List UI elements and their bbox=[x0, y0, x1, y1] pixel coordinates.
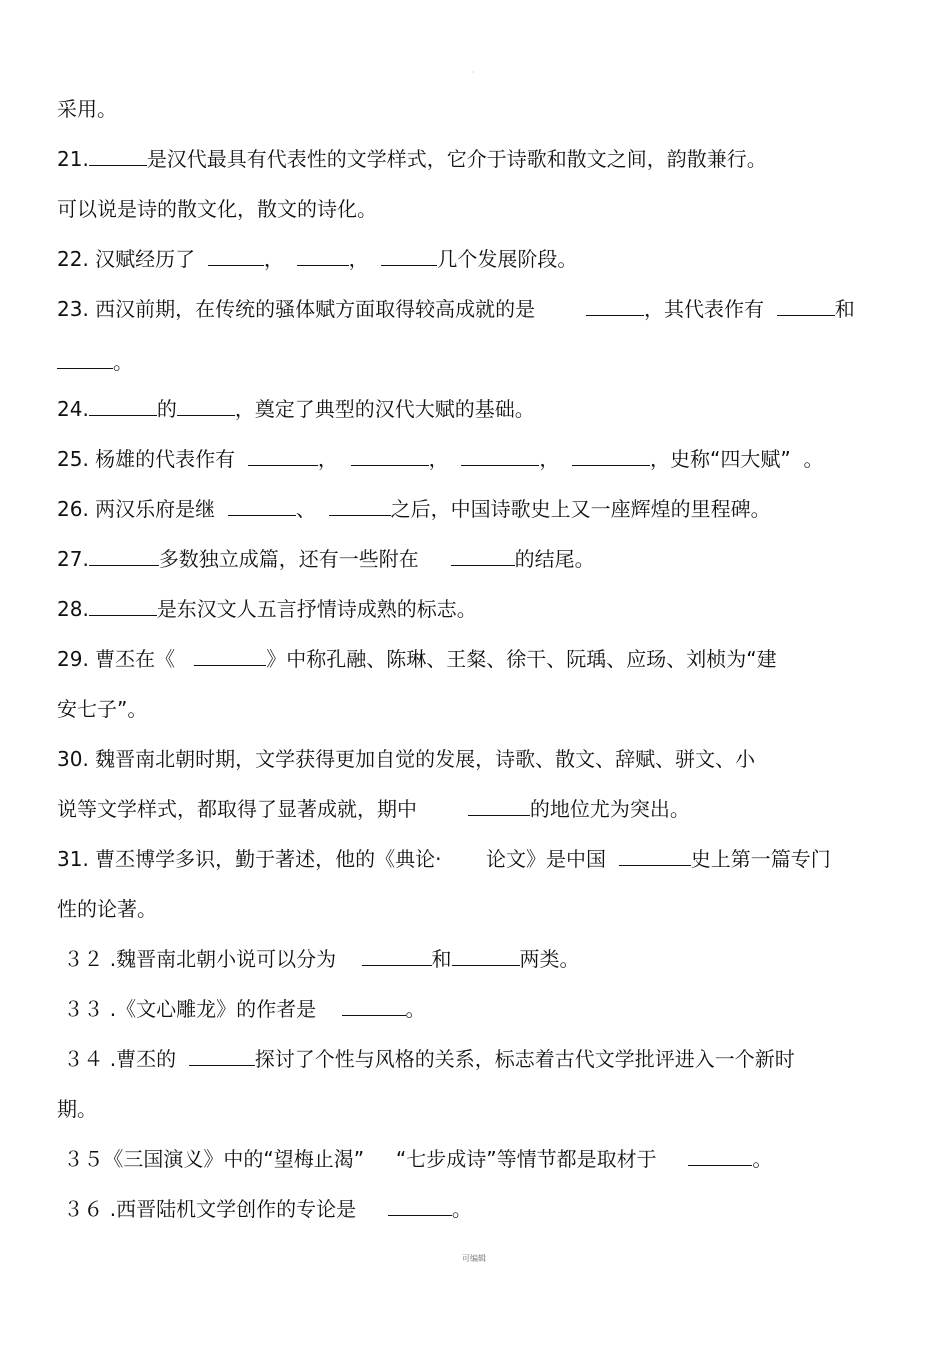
line-text: 》中称孔融、陈琳、王粲、徐干、阮瑀、应玚、刘桢为“建 bbox=[266, 647, 777, 671]
text-line bbox=[57, 745, 755, 773]
line-text: ， bbox=[539, 447, 573, 471]
line-text: 21. bbox=[57, 147, 89, 171]
text-line bbox=[57, 495, 771, 523]
fill-in-blank[interactable] bbox=[89, 395, 157, 416]
fill-in-blank[interactable] bbox=[451, 545, 515, 566]
fill-in-blank[interactable] bbox=[688, 1145, 752, 1166]
line-text: ， bbox=[348, 247, 382, 271]
text-line bbox=[57, 895, 157, 923]
line-text: 30. 魏晋南北朝时期，文学获得更加自觉的发展，诗歌、散文、辞赋、骈文、小 bbox=[57, 747, 756, 771]
line-text: 之后，中国诗歌史上又一座辉煌的里程碑。 bbox=[390, 497, 771, 521]
line-text: ３６ .西晋陆机文学创作的专论是 bbox=[57, 1197, 388, 1221]
fill-in-blank[interactable] bbox=[468, 795, 530, 816]
fill-in-blank[interactable] bbox=[189, 1045, 255, 1066]
line-text: 27. bbox=[57, 547, 89, 571]
line-text: 。 bbox=[113, 350, 133, 374]
line-text: 23. 西汉前期，在传统的骚体赋方面取得较高成就的是 bbox=[57, 297, 587, 321]
fill-in-blank[interactable] bbox=[586, 295, 644, 316]
text-line bbox=[57, 595, 477, 623]
fill-in-blank[interactable] bbox=[381, 245, 437, 266]
fill-in-blank[interactable] bbox=[57, 348, 113, 369]
line-text: 22. 汉赋经历了 bbox=[57, 247, 208, 271]
fill-in-blank[interactable] bbox=[194, 645, 266, 666]
text-line bbox=[57, 348, 133, 376]
fill-in-blank[interactable] bbox=[461, 445, 539, 466]
fill-in-blank[interactable] bbox=[297, 245, 349, 266]
text-line bbox=[57, 1145, 772, 1173]
line-text: 的结尾。 bbox=[514, 547, 595, 571]
line-text: 安七子”。 bbox=[57, 697, 148, 721]
line-text: 几个发展阶段。 bbox=[437, 247, 578, 271]
line-text: 25. 杨雄的代表作有 bbox=[57, 447, 248, 471]
line-text: ３３ .《文心雕龙》的作者是 bbox=[57, 997, 342, 1021]
line-text: ， bbox=[428, 447, 462, 471]
line-text: ，其代表作有 bbox=[644, 297, 777, 321]
line-text: 性的论著。 bbox=[57, 897, 157, 921]
fill-in-blank[interactable] bbox=[351, 445, 429, 466]
text-line bbox=[57, 445, 823, 473]
line-text: 的 bbox=[156, 397, 177, 421]
fill-in-blank[interactable] bbox=[228, 495, 296, 516]
text-line bbox=[57, 295, 855, 323]
line-text: 说等文学样式，都取得了显著成就，期中 bbox=[57, 797, 468, 821]
line-text: 。 bbox=[405, 997, 426, 1021]
line-text: ， bbox=[317, 447, 351, 471]
line-text: ， bbox=[263, 247, 297, 271]
text-line bbox=[57, 545, 595, 573]
text-line bbox=[57, 845, 831, 873]
line-text: ，史称“四大赋” 。 bbox=[650, 447, 824, 471]
fill-in-blank[interactable] bbox=[619, 845, 691, 866]
fill-in-blank[interactable] bbox=[388, 1195, 452, 1216]
footer-text: 可编辑 bbox=[462, 1254, 486, 1263]
line-text: 期。 bbox=[57, 1097, 97, 1121]
text-line bbox=[57, 1045, 795, 1073]
text-line bbox=[57, 1195, 472, 1223]
text-line bbox=[57, 1095, 97, 1123]
line-text: 多数独立成篇，还有一些附在 bbox=[158, 547, 451, 571]
fill-in-blank[interactable] bbox=[89, 145, 147, 166]
line-text: 、 bbox=[295, 497, 329, 521]
line-text: 采用。 bbox=[57, 97, 117, 121]
line-text: 是东汉文人五言抒情诗成熟的标志。 bbox=[156, 597, 477, 621]
line-text: ３５《三国演义》中的“望梅止渴” “七步成诗”等情节都是取材于 bbox=[57, 1147, 689, 1171]
line-text: 史上第一篇专门 bbox=[690, 847, 831, 871]
fill-in-blank[interactable] bbox=[362, 945, 432, 966]
text-line bbox=[57, 795, 690, 823]
line-text: 是汉代最具有代表性的文学样式，它介于诗歌和散文之间，韵散兼行。 bbox=[146, 147, 767, 171]
text-line bbox=[57, 995, 426, 1023]
line-text: 可以说是诗的散文化，散文的诗化。 bbox=[57, 197, 377, 221]
line-text: 31. 曹丕博学多识，勤于著述，他的《典论· 论文》是中国 bbox=[57, 847, 619, 871]
text-line bbox=[57, 245, 577, 273]
fill-in-blank[interactable] bbox=[777, 295, 835, 316]
line-text: 29. 曹丕在《 bbox=[57, 647, 195, 671]
text-line bbox=[57, 945, 580, 973]
line-text: 和 bbox=[834, 297, 855, 321]
fill-in-blank[interactable] bbox=[452, 945, 520, 966]
line-text: ，奠定了典型的汉代大赋的基础。 bbox=[234, 397, 535, 421]
fill-in-blank[interactable] bbox=[89, 545, 159, 566]
fill-in-blank[interactable] bbox=[342, 995, 406, 1016]
line-text: 两类。 bbox=[519, 947, 580, 971]
line-text: 28. bbox=[57, 597, 89, 621]
line-text: 的地位尤为突出。 bbox=[529, 797, 690, 821]
text-line bbox=[57, 145, 767, 173]
text-line bbox=[57, 695, 147, 723]
line-text: 探讨了个性与风格的关系，标志着古代文学批评进入一个新时 bbox=[254, 1047, 795, 1071]
text-line bbox=[57, 395, 535, 423]
fill-in-blank[interactable] bbox=[248, 445, 318, 466]
line-text: ３４ .曹丕的 bbox=[57, 1047, 189, 1071]
text-line bbox=[57, 645, 777, 673]
fill-in-blank[interactable] bbox=[572, 445, 650, 466]
fill-in-blank[interactable] bbox=[208, 245, 264, 266]
fill-in-blank[interactable] bbox=[89, 595, 157, 616]
line-text: ３２ .魏晋南北朝小说可以分为 bbox=[57, 947, 362, 971]
header-mark: · bbox=[472, 68, 475, 77]
line-text: 。 bbox=[752, 1147, 773, 1171]
text-line bbox=[57, 195, 377, 223]
text-line bbox=[57, 95, 117, 123]
line-text: 26. 两汉乐府是继 bbox=[57, 497, 228, 521]
line-text: 。 bbox=[451, 1197, 472, 1221]
fill-in-blank[interactable] bbox=[329, 495, 391, 516]
line-text: 24. bbox=[57, 397, 89, 421]
line-text: 和 bbox=[431, 947, 452, 971]
fill-in-blank[interactable] bbox=[177, 395, 235, 416]
